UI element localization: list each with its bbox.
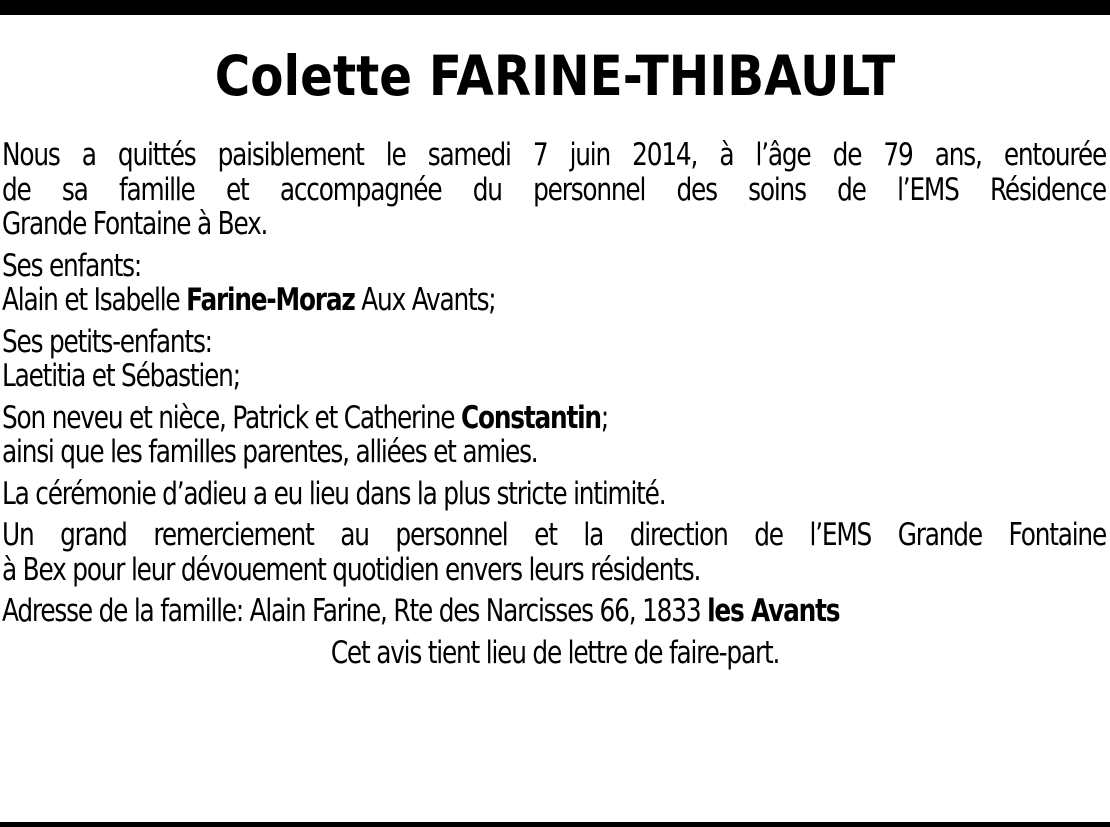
thanks-line: à Bex pour leur dévouement quotidien envers leurs résidents. [2,551,701,588]
top-rule [0,0,1110,15]
children-location: Aux Avants; [354,282,496,318]
notice-body [2,138,1108,677]
thanks-paragraph [2,518,1106,587]
relatives-line [2,401,1106,436]
deceased-name: Colette FARINE-THIBAULT [214,44,896,108]
address-locality: les Avants [707,593,840,629]
thanks-line: Un grand remerciement au personnel et la direction de l’EMS Grande Fontaine [2,517,1106,553]
relatives-paragraph [2,401,1106,470]
closing-paragraph [3,636,1107,671]
children-paragraph [2,249,1106,318]
ceremony-paragraph [2,477,1106,512]
relatives-suffix: ; [600,399,609,436]
announcement-paragraph [2,138,1106,242]
children-surname: Farine-Moraz [186,282,355,318]
address-paragraph [2,594,1106,629]
ceremony-text: La cérémonie d’adieu a eu lieu dans la plus stricte intimité. [2,475,666,512]
relatives-surname: Constantin [460,399,601,436]
children-first-names: Alain et Isabelle [2,282,187,318]
children-heading: Ses enfants: [2,247,142,284]
announcement-line: Nous a quittés paisiblement le samedi 7 juin 2014, à l’âge de 79 ans, entourée [2,137,1106,173]
grandchildren-heading: Ses petits-enfants: [2,323,212,360]
grandchildren-names: Laetitia et Sébastien; [2,358,240,394]
announcement-line: Grande Fontaine à Bex. [2,206,268,242]
grandchildren-paragraph [2,325,1106,394]
relatives-families: ainsi que les familles parentes, alliées et amies. [2,434,538,470]
closing-text: Cet avis tient lieu de lettre de faire-part. [330,634,780,671]
children-line [2,283,1106,318]
bottom-rule [0,822,1110,827]
address-line [2,594,1106,629]
relatives-prefix: Son neveu et nièce, Patrick et Catherine [2,399,461,436]
announcement-line: de sa famille et accompagnée du personnel des soins de l’EMS Résidence [2,171,1106,208]
address-prefix: Adresse de la famille: Alain Farine, Rte des Narcisses 66, 1833 [2,593,708,629]
